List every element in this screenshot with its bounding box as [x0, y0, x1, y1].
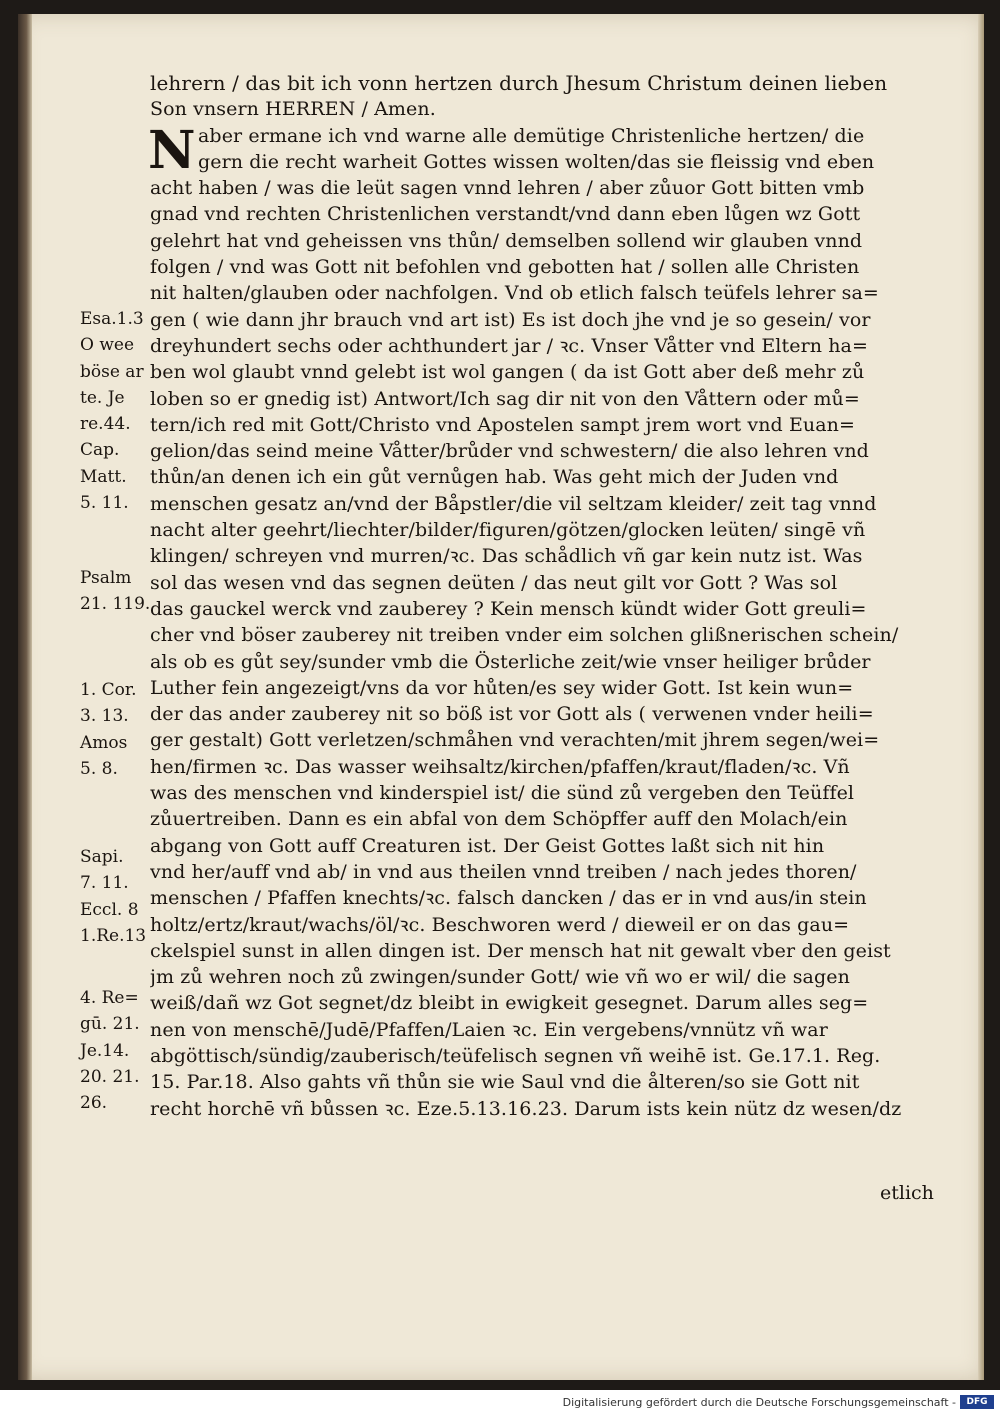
margin-line: 21. 119. [80, 594, 151, 615]
text-line: als ob es gůt sey/sunder vmb die Österliche zeit/wie vnser heiliger brůder [150, 650, 871, 673]
margin-note [80, 677, 158, 782]
footer-credit: Digitalisierung gefördert durch die Deutsche Forschungsgemeinschaft - [562, 1396, 956, 1409]
margin-line: 4. Re= [80, 988, 139, 1008]
text-line: recht horchē vñ bůssen ꝛc. Eze.5.13.16.23. Darum ists kein nütz dz wesen/dz [150, 1097, 902, 1120]
margin-line: böse ar [80, 361, 144, 382]
text-line: menschen / Pfaffen knechts/ꝛc. falsch dancken / das er in vnd aus/in stein [150, 887, 867, 910]
text-line: acht haben / was die leüt sagen vnnd lehren / aber zůuor Gott bitten vmb [150, 177, 865, 200]
text-line: weiß/dañ wz Got segnet/dz bleibt in ewigkeit gesegnet. Darum alles seg= [150, 992, 869, 1015]
drop-initial: N [148, 120, 196, 181]
margin-line: 20. 21. [80, 1066, 140, 1087]
margin-line: 5. 8. [80, 758, 118, 779]
text-line: gelion/das seind meine Våtter/brůder vnd schwestern/ die also lehren vnd [150, 440, 869, 463]
text-line: lehrern / das bit ich vonn hertzen durch Jhesum Christum deinen lieben [150, 71, 888, 95]
text-line: gen ( wie dann jhr brauch vnd art ist) Es ist doch jhe vnd je so gesein/ vor [150, 308, 871, 331]
margin-line: Cap. [80, 440, 120, 461]
text-line: ger gestalt) Gott verletzen/schmåhen vnd verachten/mit jhrem segen/wei= [150, 729, 880, 752]
margin-line: Sapi. [80, 847, 124, 867]
text-line: tern/ich red mit Gott/Christo vnd Apostelen sampt jrem wort vnd Euan= [150, 413, 856, 436]
margin-note [80, 306, 158, 516]
text-line: loben so er gnedig ist) Antwort/Ich sag dir nit von den Våttern oder mů= [150, 387, 860, 410]
page-edge [978, 14, 984, 1380]
body-text [150, 70, 960, 1122]
text-line: ckelspiel sunst in allen dingen ist. Der mensch hat nit gewalt vber den geist [150, 939, 891, 962]
text-line: gnad vnd rechten Christenlichen verstandt/vnd dann eben lůgen wz Gott [150, 203, 861, 226]
text-line: ben wol glaubt vnnd gelebt ist wol gangen ( da ist Gott aber deß mehr zů [150, 361, 865, 384]
text-line: Luther fein angezeigt/vns da vor hůten/es sey wider Gott. Ist kein wun= [150, 676, 854, 699]
margin-line: te. Je [80, 387, 125, 408]
margin-line: Eccl. 8 [80, 899, 139, 920]
text-line: vnd her/auff vnd ab/ in vnd aus theilen vnnd treiben / nach jedes thoren/ [150, 860, 857, 883]
text-line: gern die recht warheit Gottes wissen wolten/das sie fleissig vnd eben [198, 150, 875, 173]
text-line: Son vnsern HERREN / Amen. [150, 98, 436, 121]
margin-line: Matt. [80, 466, 127, 487]
text-line: thůn/an denen ich ein gůt vernůgen hab. Was geht mich der Juden vnd [150, 466, 839, 489]
text-line: hen/firmen ꝛc. Das wasser weihsaltz/kirchen/pfaffen/kraut/fladen/ꝛc. Vñ [150, 755, 850, 778]
footer-bar [0, 1390, 1000, 1418]
page-gutter [18, 14, 32, 1380]
text-line: der das ander zauberey nit so böß ist vor Gott als ( verwenen vnder heili= [150, 703, 874, 726]
text-line: folgen / vnd was Gott nit befohlen vnd gebotten hat / sollen alle Christen [150, 256, 860, 279]
text-line: abgang von Gott auff Creaturen ist. Der Geist Gottes laßt sich nit hin [150, 834, 825, 857]
catchword: etlich [880, 1182, 934, 1204]
margin-note [80, 565, 158, 618]
text-line: cher vnd böser zauberey nit treiben vnder eim solchen glißnerischen schein/ [150, 624, 899, 647]
margin-note [80, 985, 158, 1116]
margin-line: Amos [80, 732, 128, 753]
text-line: sol das wesen vnd das segnen deüten / das neut gilt vor Gott ? Was sol [150, 571, 838, 594]
text-line: jm zů wehren noch zů zwingen/sunder Gott/ wie vñ wo er wil/ die sagen [150, 966, 850, 989]
margin-line: Esa.1.3 [80, 309, 144, 329]
margin-line: gū. 21. [80, 1014, 140, 1035]
text-line: was des menschen vnd kinderspiel ist/ die sünd zů vergeben den Teüffel [150, 782, 855, 805]
text-line: 15. Par.18. Also gahts vñ thůn sie wie Saul vnd die ålteren/so sie Gott nit [150, 1071, 860, 1094]
margin-line: 26. [80, 1093, 108, 1114]
text-line: zůuertreiben. Dann es ein abfal von dem Schöpffer auff den Molach/ein [150, 808, 848, 831]
text-line: nen von menschē/Judē/Pfaffen/Laien ꝛc. Ein vergebens/vnnütz vñ war [150, 1018, 828, 1041]
margin-line: 1.Re.13 [80, 925, 147, 946]
text-line: gelehrt hat vnd geheissen vns thůn/ demselben sollend wir glauben vnnd [150, 229, 863, 252]
text-line: menschen gesatz an/vnd der Båpstler/die vil seltzam kleider/ zeit tag vnnd [150, 492, 877, 515]
margin-line: Je.14. [80, 1040, 130, 1061]
margin-line: 3. 13. [80, 706, 129, 727]
text-line: nacht alter geehrt/liechter/bilder/figuren/götzen/glocken leüten/ singē vñ [150, 519, 866, 542]
text-line: holtz/ertz/kraut/wachs/öl/ꝛc. Beschworen werd / dieweil er on das gau= [150, 913, 850, 936]
text-line: aber ermane ich vnd warne alle demütige Christenliche hertzen/ die [198, 124, 865, 147]
text-line: das gauckel werck vnd zauberey ? Kein mensch kündt wider Gott greuli= [150, 597, 867, 620]
text-line: nit halten/glauben oder nachfolgen. Vnd ob etlich falsch teüfels lehrer sa= [150, 282, 879, 305]
text-line: abgöttisch/sündig/zauberisch/teüfelisch segnen vñ weihē ist. Ge.17.1. Reg. [150, 1044, 881, 1067]
dfg-logo-icon: DFG [960, 1395, 994, 1409]
margin-line: O wee [80, 335, 135, 356]
margin-line: 5. 11. [80, 493, 129, 514]
margin-line: Psalm [80, 568, 132, 588]
text-line: klingen/ schreyen vnd murren/ꝛc. Das schådlich vñ gar kein nutz ist. Was [150, 545, 863, 568]
margin-line: re.44. [80, 414, 131, 435]
margin-line: 7. 11. [80, 873, 129, 894]
margin-note [80, 844, 158, 949]
text-line: dreyhundert sechs oder achthundert jar / ꝛc. Vnser Våtter vnd Eltern ha= [150, 334, 869, 357]
margin-line: 1. Cor. [80, 680, 137, 700]
